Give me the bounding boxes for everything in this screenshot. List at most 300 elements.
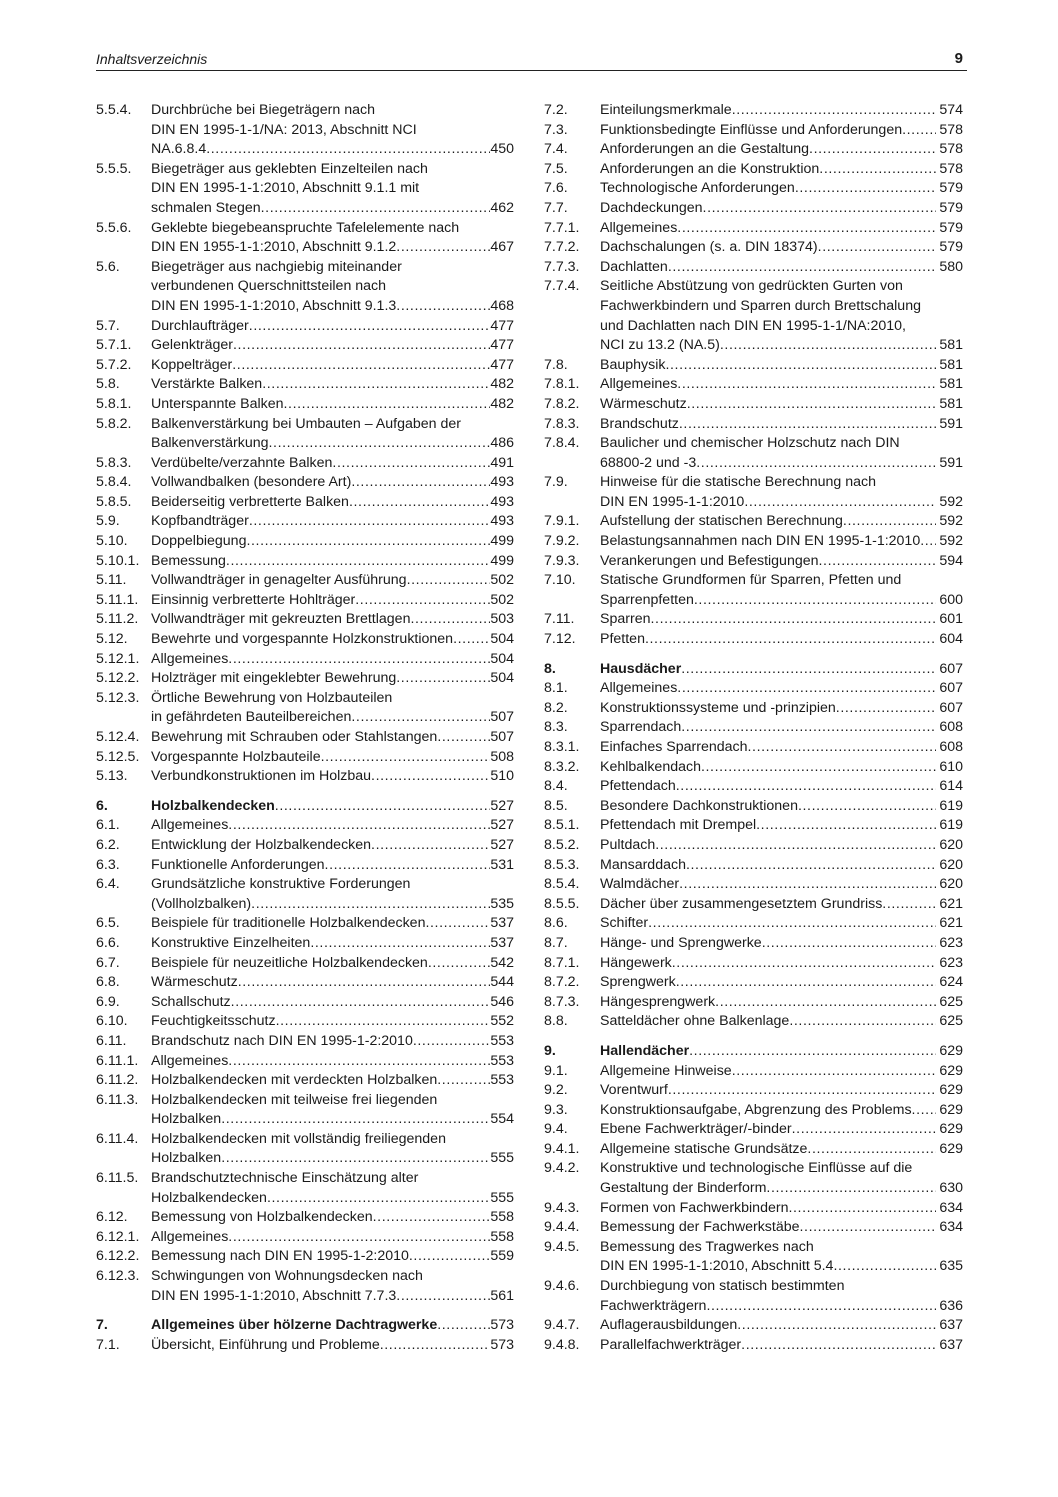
toc-entry-number: 8.1. [544,680,568,697]
running-header [96,50,967,71]
toc-entry[interactable] [96,493,514,513]
toc-entry-body [151,356,514,376]
toc-entry[interactable] [96,1169,514,1208]
toc-entry[interactable] [544,738,963,758]
toc-entry-title-line: Hinweise für die statische Berechnung nach [600,474,877,491]
toc-entry-title-line: Balkenverstärkung [151,435,269,452]
toc-entry[interactable] [96,591,514,611]
toc-entry-last-line [151,571,514,591]
toc-entry[interactable] [96,1091,514,1130]
toc-entry-page: 558 [490,1228,514,1245]
toc-chapter-entry[interactable] [544,660,963,680]
toc-entry-page: 504 [490,631,514,648]
toc-entry-body [151,973,514,993]
toc-entry[interactable] [544,1336,963,1356]
toc-entry-title-line: Bewehrte und vorgespannte Holzkonstruktionen [151,631,454,648]
toc-entry-body [600,1316,963,1336]
toc-entry-title-line: Dachlatten [600,258,668,275]
toc-entry-number: 7.8.3. [544,415,580,432]
toc-entry[interactable] [544,552,963,572]
toc-entry-body [151,473,514,493]
toc-entry-page: 637 [939,1317,963,1334]
toc-entry-body [600,610,963,630]
toc-entry-title-line: Statische Grundformen für Sparren, Pfetten und [600,572,902,589]
toc-entry-last-line [151,317,514,337]
toc-entry-page: 573 [490,1336,514,1353]
toc-entry-last-line [600,660,963,680]
toc-entry-page: 508 [490,748,514,765]
toc-entry-page: 601 [939,611,963,628]
toc-entry-body [600,777,963,797]
leader-dots [371,836,490,856]
leader-dots [818,238,937,258]
toc-entry[interactable] [96,1052,514,1072]
toc-entry-number: 8.7.3. [544,993,580,1010]
toc-entry[interactable] [544,473,963,512]
toc-entry-page: 591 [939,454,963,471]
toc-entry-page: 503 [490,611,514,628]
toc-entry[interactable] [544,610,963,630]
toc-entry-last-line [600,1336,963,1356]
toc-entry[interactable] [544,875,963,895]
toc-entry-page: 507 [490,709,514,726]
toc-entry-number: 7.1. [96,1336,120,1353]
toc-entry-last-line [151,993,514,1013]
toc-entry-title-line: Holzbalkendecken mit teilweise frei liegenden [151,1091,438,1108]
toc-entry[interactable] [544,121,963,141]
toc-entry-last-line [600,679,963,699]
toc-entry-last-line [151,356,514,376]
toc-entry[interactable] [544,199,963,219]
toc-entry-number: 6.2. [96,836,120,853]
toc-entry-title-line: DIN EN 1995-1-1:2010, Abschnitt 9.1.3 [151,297,397,314]
toc-entry-title-line: und Dachlatten nach DIN EN 1995-1-1/NA:2010, [600,317,907,334]
leader-dots [396,297,490,317]
toc-entry[interactable] [96,101,514,160]
toc-entry-body [151,1336,514,1356]
leader-dots [249,512,491,532]
toc-entry-page: 608 [939,719,963,736]
toc-entry[interactable] [544,258,963,278]
toc-chapter-entry[interactable] [544,1042,963,1062]
toc-entry[interactable] [96,454,514,474]
toc-entry[interactable] [544,356,963,376]
toc-entry[interactable] [96,630,514,650]
toc-entry-title-line: (Vollholzbalken) [151,895,252,912]
toc-entry-number: 5.11. [96,572,127,589]
toc-entry[interactable] [544,1140,963,1160]
leader-dots [676,973,937,993]
toc-entry-title-line: Walmdächer [600,876,680,893]
toc-entry-body [600,1140,963,1160]
toc-entry-page: 546 [490,993,514,1010]
toc-entry-last-line [151,610,514,630]
toc-entry-page: 573 [490,1317,514,1334]
toc-entry-page: 579 [939,219,963,236]
toc-entry-last-line [600,160,963,180]
toc-entry-body [151,1169,514,1208]
toc-entry-last-line [600,1199,963,1219]
toc-entry[interactable] [96,375,514,395]
leader-dots [677,679,936,699]
toc-entry[interactable] [544,415,963,435]
toc-entry-last-line [600,718,963,738]
toc-entry[interactable] [96,934,514,954]
toc-entry[interactable] [544,856,963,876]
toc-entry[interactable] [544,836,963,856]
toc-entry[interactable] [96,1071,514,1091]
toc-entry[interactable] [544,532,963,552]
toc-entry[interactable] [96,395,514,415]
toc-entry[interactable] [544,1012,963,1032]
toc-entry-page: 537 [490,934,514,951]
toc-entry-number: 7.11. [544,611,575,628]
toc-entry-page: 578 [939,121,963,138]
toc-entry-body [600,856,963,876]
toc-entry[interactable] [544,1199,963,1219]
toc-entry[interactable] [544,934,963,954]
toc-entry-title-line: DIN EN 1995-1-1:2010, Abschnitt 9.1.1 mit [151,180,420,197]
toc-entry-title-line: Mansarddach [600,856,686,873]
toc-entry[interactable] [544,973,963,993]
toc-entry-page: 607 [939,680,963,697]
leader-dots [677,219,936,239]
leader-dots [233,336,490,356]
toc-entry-title-line: Allgemeines [600,376,678,393]
toc-entry-title-line: Pfettendach mit Drempel [600,817,757,834]
toc-entry[interactable] [544,160,963,180]
leader-dots [677,375,936,395]
toc-entry[interactable] [96,258,514,317]
toc-entry-page: 499 [490,552,514,569]
leader-dots [325,856,491,876]
toc-entry[interactable] [96,836,514,856]
toc-entry-title-line: Allgemeines [151,650,229,667]
toc-entry[interactable] [96,473,514,493]
toc-entry-number: 7.2. [544,102,568,118]
toc-entry-body [151,1012,514,1032]
toc-entry-last-line [600,258,963,278]
toc-entry[interactable] [544,895,963,915]
toc-entry-title-line: Beiderseitig verbretterte Balken [151,493,349,510]
toc-entry[interactable] [96,1247,514,1267]
toc-entry-last-line [600,1316,963,1336]
leader-dots [261,199,491,219]
toc-entry[interactable] [96,1228,514,1248]
toc-entry[interactable] [96,356,514,376]
toc-entry[interactable] [96,532,514,552]
toc-entry-body [151,728,514,748]
toc-entry[interactable] [544,1238,963,1277]
leader-dots [912,1101,937,1121]
leader-dots [351,708,490,728]
toc-entry[interactable] [96,571,514,591]
toc-entry[interactable] [96,650,514,670]
toc-entry-page: 581 [939,356,963,373]
toc-entry-title-line: Allgemeines [151,1052,229,1069]
toc-entry[interactable] [544,797,963,817]
toc-entry-body [600,1042,963,1062]
leader-dots [396,669,490,689]
toc-entry-page: 477 [490,356,514,373]
toc-entry[interactable] [96,748,514,768]
toc-entry-title-line: Holzbalkendecken [151,797,275,814]
toc-entry[interactable] [544,777,963,797]
toc-entry-title-line: DIN EN 1995-1-1:2010, Abschnitt 7.7.3 [151,1287,397,1304]
toc-entry[interactable] [544,395,963,415]
toc-entry-title-line: Entwicklung der Holzbalkendecken [151,836,372,853]
leader-dots [701,758,936,778]
toc-entry-body [600,395,963,415]
toc-entry-page: 493 [490,513,514,530]
toc-entry-last-line [151,512,514,532]
toc-entry[interactable] [544,816,963,836]
toc-entry[interactable] [544,1277,963,1316]
toc-entry[interactable] [544,718,963,738]
toc-entry[interactable] [96,317,514,337]
toc-entry-page: 636 [939,1297,963,1314]
toc-entry-last-line [151,199,514,219]
toc-entry[interactable] [544,375,963,395]
toc-entry[interactable] [544,699,963,719]
toc-entry[interactable] [544,1101,963,1121]
toc-entry-body [151,1032,514,1052]
leader-dots [228,816,490,836]
toc-entry-title-line: Kopfbandträger [151,513,249,530]
toc-entry-last-line [151,375,514,395]
leader-dots [437,1071,490,1091]
toc-entry-title-line: Aufstellung der statischen Berechnung [600,513,843,530]
leader-dots [428,954,491,974]
toc-entry[interactable] [544,434,963,473]
toc-entry-last-line [600,875,963,895]
toc-entry-title-line: Parallelfachwerkträger [600,1336,742,1353]
toc-entry-title-line: Einteilungsmerkmale [600,102,732,118]
toc-entry[interactable] [544,140,963,160]
toc-entry[interactable] [544,993,963,1013]
toc-entry-number: 5.9. [96,513,120,530]
toc-entry[interactable] [96,914,514,934]
toc-entry-title-line: Biegeträger aus geklebten Einzelteilen nach [151,160,428,177]
toc-entry-page: 579 [939,199,963,216]
toc-entry-last-line [151,954,514,974]
toc-entry[interactable] [544,630,963,650]
toc-entry-page: 499 [490,533,514,550]
toc-entry-page: 502 [490,591,514,608]
toc-entry-page: 629 [939,1082,963,1099]
toc-entry-number: 7.8.1. [544,376,580,393]
toc-entry[interactable] [96,512,514,532]
toc-entry-body [600,797,963,817]
toc-entry-page: 607 [939,660,963,677]
toc-entry-number: 8.4. [544,778,568,795]
toc-entry-title-line: Durchlaufträger [151,317,249,334]
toc-entry-title-line: Schwingungen von Wohnungsdecken nach [151,1268,423,1285]
toc-entry[interactable] [544,1316,963,1336]
toc-entry[interactable] [96,1032,514,1052]
leader-dots [687,395,937,415]
toc-entry-body [600,718,963,738]
toc-entry[interactable] [544,512,963,532]
leader-dots [380,1336,491,1356]
toc-entry-title-line: Durchbiegung von statisch bestimmten [600,1278,845,1295]
toc-chapter-entry[interactable] [96,797,514,817]
toc-entry-page: 491 [490,454,514,471]
toc-entry[interactable] [544,679,963,699]
toc-entry[interactable] [96,669,514,689]
leader-dots [413,1032,490,1052]
toc-entry-title-line: Schifter [600,915,649,932]
toc-entry-page: 634 [939,1199,963,1216]
toc-entry[interactable] [96,954,514,974]
toc-entry[interactable] [544,238,963,258]
toc-entry-page: 554 [490,1111,514,1128]
toc-entry-number: 9.4.6. [544,1278,580,1295]
toc-entry-title-line: Dachschalungen (s. a. DIN 18374) [600,239,818,256]
toc-entry[interactable] [544,219,963,239]
toc-entry-number: 8.7. [544,934,568,951]
toc-entry-number: 8.7.1. [544,954,580,971]
toc-entry[interactable] [96,875,514,914]
toc-entry[interactable] [544,1218,963,1238]
toc-entry-title-line: Dächer über zusammengesetztem Grundriss [600,895,883,912]
toc-entry-last-line [600,699,963,719]
toc-entry-page: 625 [939,1013,963,1030]
toc-entry[interactable] [96,336,514,356]
toc-entry[interactable] [96,1130,514,1169]
toc-entry-body [151,219,514,258]
toc-entry[interactable] [544,758,963,778]
leader-dots [231,993,491,1013]
toc-entry-title-line: Bemessung nach DIN EN 1995-1-2:2010 [151,1248,409,1265]
toc-entry-body [600,934,963,954]
leader-dots [284,395,491,415]
toc-entry-body [151,317,514,337]
toc-entry-body [600,238,963,258]
toc-entry-title-line: Verankerungen und Befestigungen [600,552,819,569]
toc-entry-last-line [151,856,514,876]
toc-entry-page: 610 [939,758,963,775]
toc-entry[interactable] [96,610,514,630]
toc-entry-number: 5.5.5. [96,160,132,177]
toc-entry-page: 555 [490,1189,514,1206]
toc-entry-number: 7.9. [544,474,568,491]
toc-entry-title-line: Koppelträger [151,356,233,373]
toc-entry-number: 8.5.4. [544,876,580,893]
toc-entry-body [600,571,963,610]
toc-entry-last-line [600,552,963,572]
toc-entry-number: 9.4.8. [544,1336,580,1353]
toc-entry-last-line [151,238,514,258]
toc-entry-last-line [600,895,963,915]
toc-entry[interactable] [544,101,963,121]
toc-entry[interactable] [544,1120,963,1140]
toc-entry[interactable] [544,1159,963,1198]
toc-entry-page: 555 [490,1150,514,1167]
toc-entry-page: 527 [490,817,514,834]
toc-entry[interactable] [96,973,514,993]
toc-entry-body [600,101,963,121]
toc-entry-page: 604 [939,631,963,648]
toc-entry-title-line: Belastungsannahmen nach DIN EN 1995-1-1:2010 [600,533,921,550]
toc-entry-page: 477 [490,337,514,354]
toc-entry[interactable] [544,1062,963,1082]
toc-entry-number: 9.4.2. [544,1160,580,1177]
toc-entry[interactable] [96,415,514,454]
toc-chapter-entry[interactable] [96,1316,514,1336]
toc-entry-number: 5.12.2. [96,670,140,687]
leader-dots [351,473,490,493]
toc-entry-last-line [151,728,514,748]
toc-entry[interactable] [96,689,514,728]
toc-entry-title-line: Sparren [600,611,651,628]
toc-entry-title-line: Funktionelle Anforderungen [151,856,325,873]
toc-entry-last-line [151,767,514,787]
toc-entry-last-line [600,1012,963,1032]
toc-entry-body [151,1316,514,1336]
toc-entry-body [151,1130,514,1169]
toc-entry-title-line: Vollwandträger mit gekreuzten Brettlagen [151,611,411,628]
toc-entry[interactable] [544,179,963,199]
leader-dots [788,1199,936,1219]
toc-entry[interactable] [96,1012,514,1032]
toc-entry-title-line: Holzbalken [151,1150,222,1167]
toc-entry-page: 502 [490,572,514,589]
leader-dots [679,415,936,435]
toc-entry[interactable] [96,1208,514,1228]
toc-entry-number: 5.11.2. [96,611,139,628]
toc-entry-last-line [600,336,963,356]
toc-entry-last-line [600,1042,963,1062]
toc-entry[interactable] [96,993,514,1013]
toc-entry[interactable] [96,160,514,219]
toc-entry-number: 6.9. [96,993,120,1010]
toc-entry-number: 6.8. [96,974,120,991]
toc-entry-title-line: Biegeträger aus nachgiebig miteinander [151,258,402,275]
toc-entry-number: 5.6. [96,258,120,275]
toc-entry[interactable] [544,1081,963,1101]
leader-dots [221,1149,490,1169]
toc-entry[interactable] [96,767,514,787]
toc-entry-page: 482 [490,395,514,412]
toc-entry-title-line: Konstruktionsaufgabe, Abgrenzung des Problems [600,1101,912,1118]
toc-entry[interactable] [96,728,514,748]
toc-entry[interactable] [544,571,963,610]
toc-entry-last-line [151,1012,514,1032]
toc-entry-last-line [600,121,963,141]
toc-entry[interactable] [96,1336,514,1356]
toc-entry-last-line [151,748,514,768]
toc-entry[interactable] [96,219,514,258]
toc-entry-last-line [600,140,963,160]
toc-entry-last-line [600,816,963,836]
toc-entry[interactable] [544,954,963,974]
toc-entry-title-line: Dachdeckungen [600,199,703,216]
toc-entry[interactable] [96,816,514,836]
toc-entry-title-line: Brandschutz nach DIN EN 1995-1-2:2010 [151,1032,413,1049]
toc-entry-page: 592 [939,493,963,510]
toc-entry[interactable] [96,1267,514,1306]
toc-entry-body [151,1091,514,1130]
toc-entry-body [600,121,963,141]
toc-entry[interactable] [96,552,514,572]
toc-entry[interactable] [544,277,963,355]
toc-entry-page: 592 [939,513,963,530]
toc-entry-body [151,748,514,768]
toc-entry-number: 9.4. [544,1121,568,1138]
toc-entry[interactable] [96,856,514,876]
toc-entry[interactable] [544,914,963,934]
